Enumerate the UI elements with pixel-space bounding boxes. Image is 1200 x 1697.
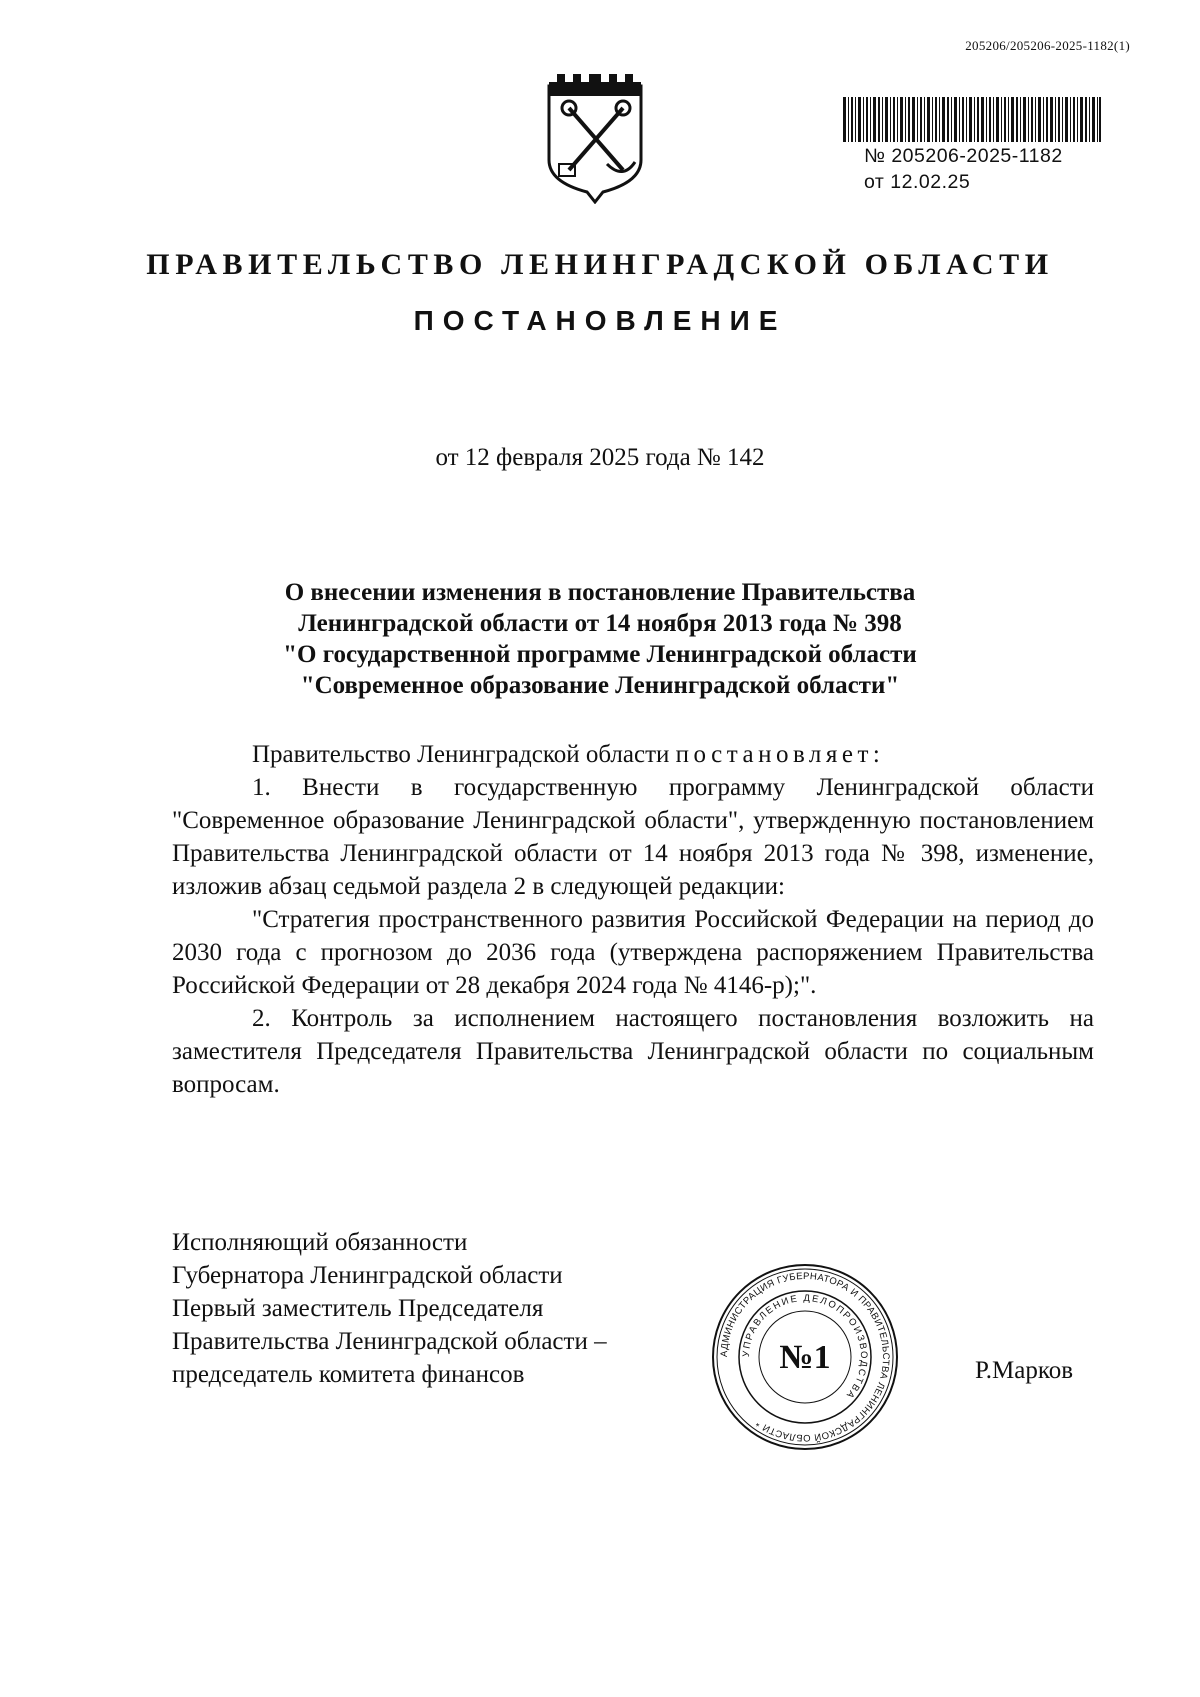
decree-body bbox=[172, 738, 1094, 1101]
subject-line: "О государственной программе Ленинградской области bbox=[283, 641, 917, 668]
government-title: ПРАВИТЕЛЬСТВО ЛЕНИНГРАДСКОЙ ОБЛАСТИ bbox=[146, 248, 1054, 281]
intro-paragraph bbox=[172, 738, 1094, 771]
registration-date: от 12.02.25 bbox=[864, 171, 971, 193]
item-1-paragraph: 1. Внести в государственную программу Ленинградской области "Современное образование Ленинградской области", утвержденную постановлением Правительства Ленинградской области от 14 ноября 2013 года № 398, изменение, изложив абзац седьмой раздела 2 в следующей редакции: bbox=[172, 774, 1094, 900]
decree-title: ПОСТАНОВЛЕНИЕ bbox=[413, 305, 787, 336]
signer-line: Первый заместитель Председателя bbox=[172, 1295, 544, 1322]
subject-line: Ленинградской области от 14 ноября 2013 года № 398 bbox=[298, 610, 902, 637]
signatory-name: Р.Марков bbox=[975, 1357, 1074, 1384]
subject-line: "Современное образование Ленинградской области" bbox=[300, 672, 900, 699]
stamp-outer-text: АДМИНИСТРАЦИЯ ГУБЕРНАТОРА И ПРАВИТЕЛЬСТВА ЛЕНИНГРАДСКОЙ ОБЛАСТИ * bbox=[718, 1270, 892, 1444]
document-id: 205206/205206-2025-1182(1) bbox=[965, 38, 1130, 53]
official-stamp bbox=[710, 1262, 900, 1452]
intro-prefix: Правительство Ленинградской области bbox=[252, 741, 670, 768]
intro-resolves: постановляет: bbox=[675, 741, 885, 768]
signer-block bbox=[172, 1226, 607, 1391]
registration-number: № 205206-2025-1182 bbox=[864, 145, 1063, 167]
barcode bbox=[843, 97, 1101, 142]
signer-line: Исполняющий обязанности bbox=[172, 1229, 468, 1256]
stamp-number: №1 bbox=[779, 1339, 831, 1376]
signer-line: Правительства Ленинградской области – bbox=[172, 1328, 607, 1355]
decree-subject bbox=[200, 577, 1000, 701]
stamp-inner-text: УПРАВЛЕНИЕ ДЕЛОПРОИЗВОДСТВА bbox=[740, 1292, 870, 1402]
signer-line: Губернатора Ленинградской области bbox=[172, 1262, 563, 1289]
coat-of-arms-emblem bbox=[543, 68, 647, 204]
quote-paragraph: "Стратегия пространственного развития Российской Федерации на период до 2030 года с прогнозом до 2036 года (утверждена распоряжением Правительства Российской Федерации от 28 декабря 2024 года № 4146-р);". bbox=[172, 906, 1094, 999]
signer-line: председатель комитета финансов bbox=[172, 1361, 525, 1388]
subject-line: О внесении изменения в постановление Правительства bbox=[284, 579, 916, 606]
decree-date: от 12 февраля 2025 года № 142 bbox=[435, 444, 765, 471]
item-2-paragraph: 2. Контроль за исполнением настоящего постановления возложить на заместителя Председателя Правительства Ленинградской области по социальным вопросам. bbox=[172, 1005, 1094, 1098]
